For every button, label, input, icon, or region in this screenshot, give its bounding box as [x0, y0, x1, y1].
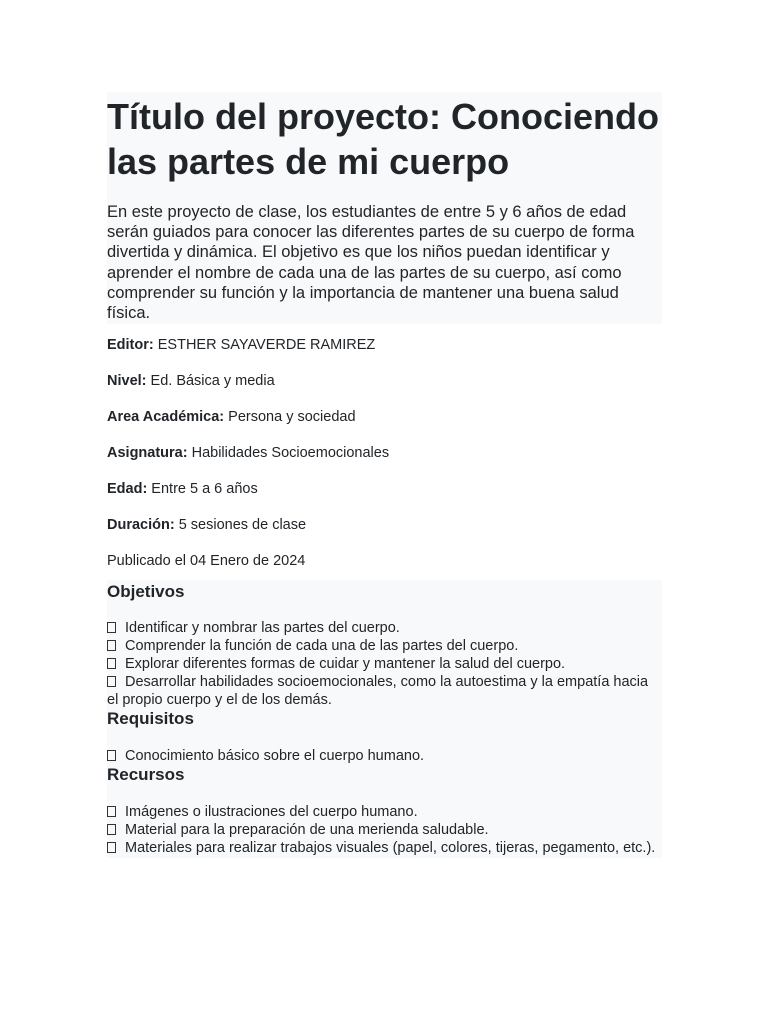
list-item — [107, 655, 662, 673]
list-item — [107, 821, 662, 839]
header-block — [107, 92, 662, 324]
meta-duracion-label: Duración: — [107, 517, 175, 534]
list-item-text: Desarrollar habilidades socioemocionales, como la autoestima y la empatía hacia el propio cuerpo y el de los demás. — [107, 674, 649, 709]
meta-nivel-label: Nivel: — [107, 373, 147, 390]
content-sections — [107, 580, 662, 858]
meta-duracion — [107, 516, 662, 534]
list-item-text: Imágenes o ilustraciones del cuerpo humano. — [125, 804, 418, 821]
list-item-text: Conocimiento básico sobre el cuerpo humano. — [125, 748, 425, 765]
meta-edad — [107, 480, 662, 498]
meta-area-label: Area Académica: — [107, 409, 225, 426]
list-item — [107, 803, 662, 821]
list-item-text: Explorar diferentes formas de cuidar y mantener la salud del cuerpo. — [125, 656, 566, 673]
list-item — [107, 619, 662, 637]
objetivos-list — [107, 619, 662, 709]
bullet-box-icon — [107, 806, 116, 817]
meta-editor-label: Editor: — [107, 337, 154, 354]
meta-nivel-value: Ed. Básica y media — [146, 373, 275, 390]
meta-nivel — [107, 372, 662, 390]
meta-editor-value: ESTHER SAYAVERDE RAMIREZ — [153, 337, 376, 354]
meta-asignatura — [107, 444, 662, 462]
page-title: Título del proyecto: Conociendo las partes de mi cuerpo — [107, 96, 659, 182]
recursos-list — [107, 803, 662, 857]
requisitos-list — [107, 747, 662, 765]
bullet-box-icon — [107, 824, 116, 835]
bullet-box-icon — [107, 842, 116, 853]
meta-edad-label: Edad: — [107, 481, 148, 498]
meta-editor — [107, 336, 662, 354]
meta-edad-value: Entre 5 a 6 años — [147, 481, 258, 498]
published-date: Publicado el 04 Enero de 2024 — [107, 553, 306, 570]
list-item-text: Comprender la función de cada una de las partes del cuerpo. — [125, 638, 519, 655]
meta-area-value: Persona y sociedad — [224, 409, 356, 426]
bullet-box-icon — [107, 750, 116, 761]
section-title-requisitos: Requisitos — [107, 709, 194, 729]
list-item — [107, 673, 662, 709]
list-item — [107, 839, 662, 857]
section-title-objetivos: Objetivos — [107, 582, 185, 602]
intro-paragraph: En este proyecto de clase, los estudiantes de entre 5 y 6 años de edad serán guiados para conocer las diferentes partes de su cuerpo de forma divertida y dinámica. El objetivo es que los niños puedan identificar y aprender el nombre de cada una de las partes de su cuerpo, así como comprender su función y la importancia de mantener una buena salud física. — [107, 203, 635, 323]
list-item-text: Materiales para realizar trabajos visuales (papel, colores, tijeras, pegamento, etc.). — [125, 840, 656, 857]
meta-asignatura-label: Asignatura: — [107, 445, 188, 462]
list-item-text: Identificar y nombrar las partes del cuerpo. — [125, 620, 400, 637]
meta-duracion-value: 5 sesiones de clase — [174, 517, 307, 534]
meta-area — [107, 408, 662, 426]
list-item-text: Material para la preparación de una merienda saludable. — [125, 822, 489, 839]
bullet-box-icon — [107, 676, 116, 687]
list-item — [107, 747, 662, 765]
bullet-box-icon — [107, 622, 116, 633]
document — [107, 92, 662, 858]
section-title-recursos: Recursos — [107, 765, 185, 785]
list-item — [107, 637, 662, 655]
meta-asignatura-value: Habilidades Socioemocionales — [187, 445, 390, 462]
bullet-box-icon — [107, 640, 116, 651]
bullet-box-icon — [107, 658, 116, 669]
